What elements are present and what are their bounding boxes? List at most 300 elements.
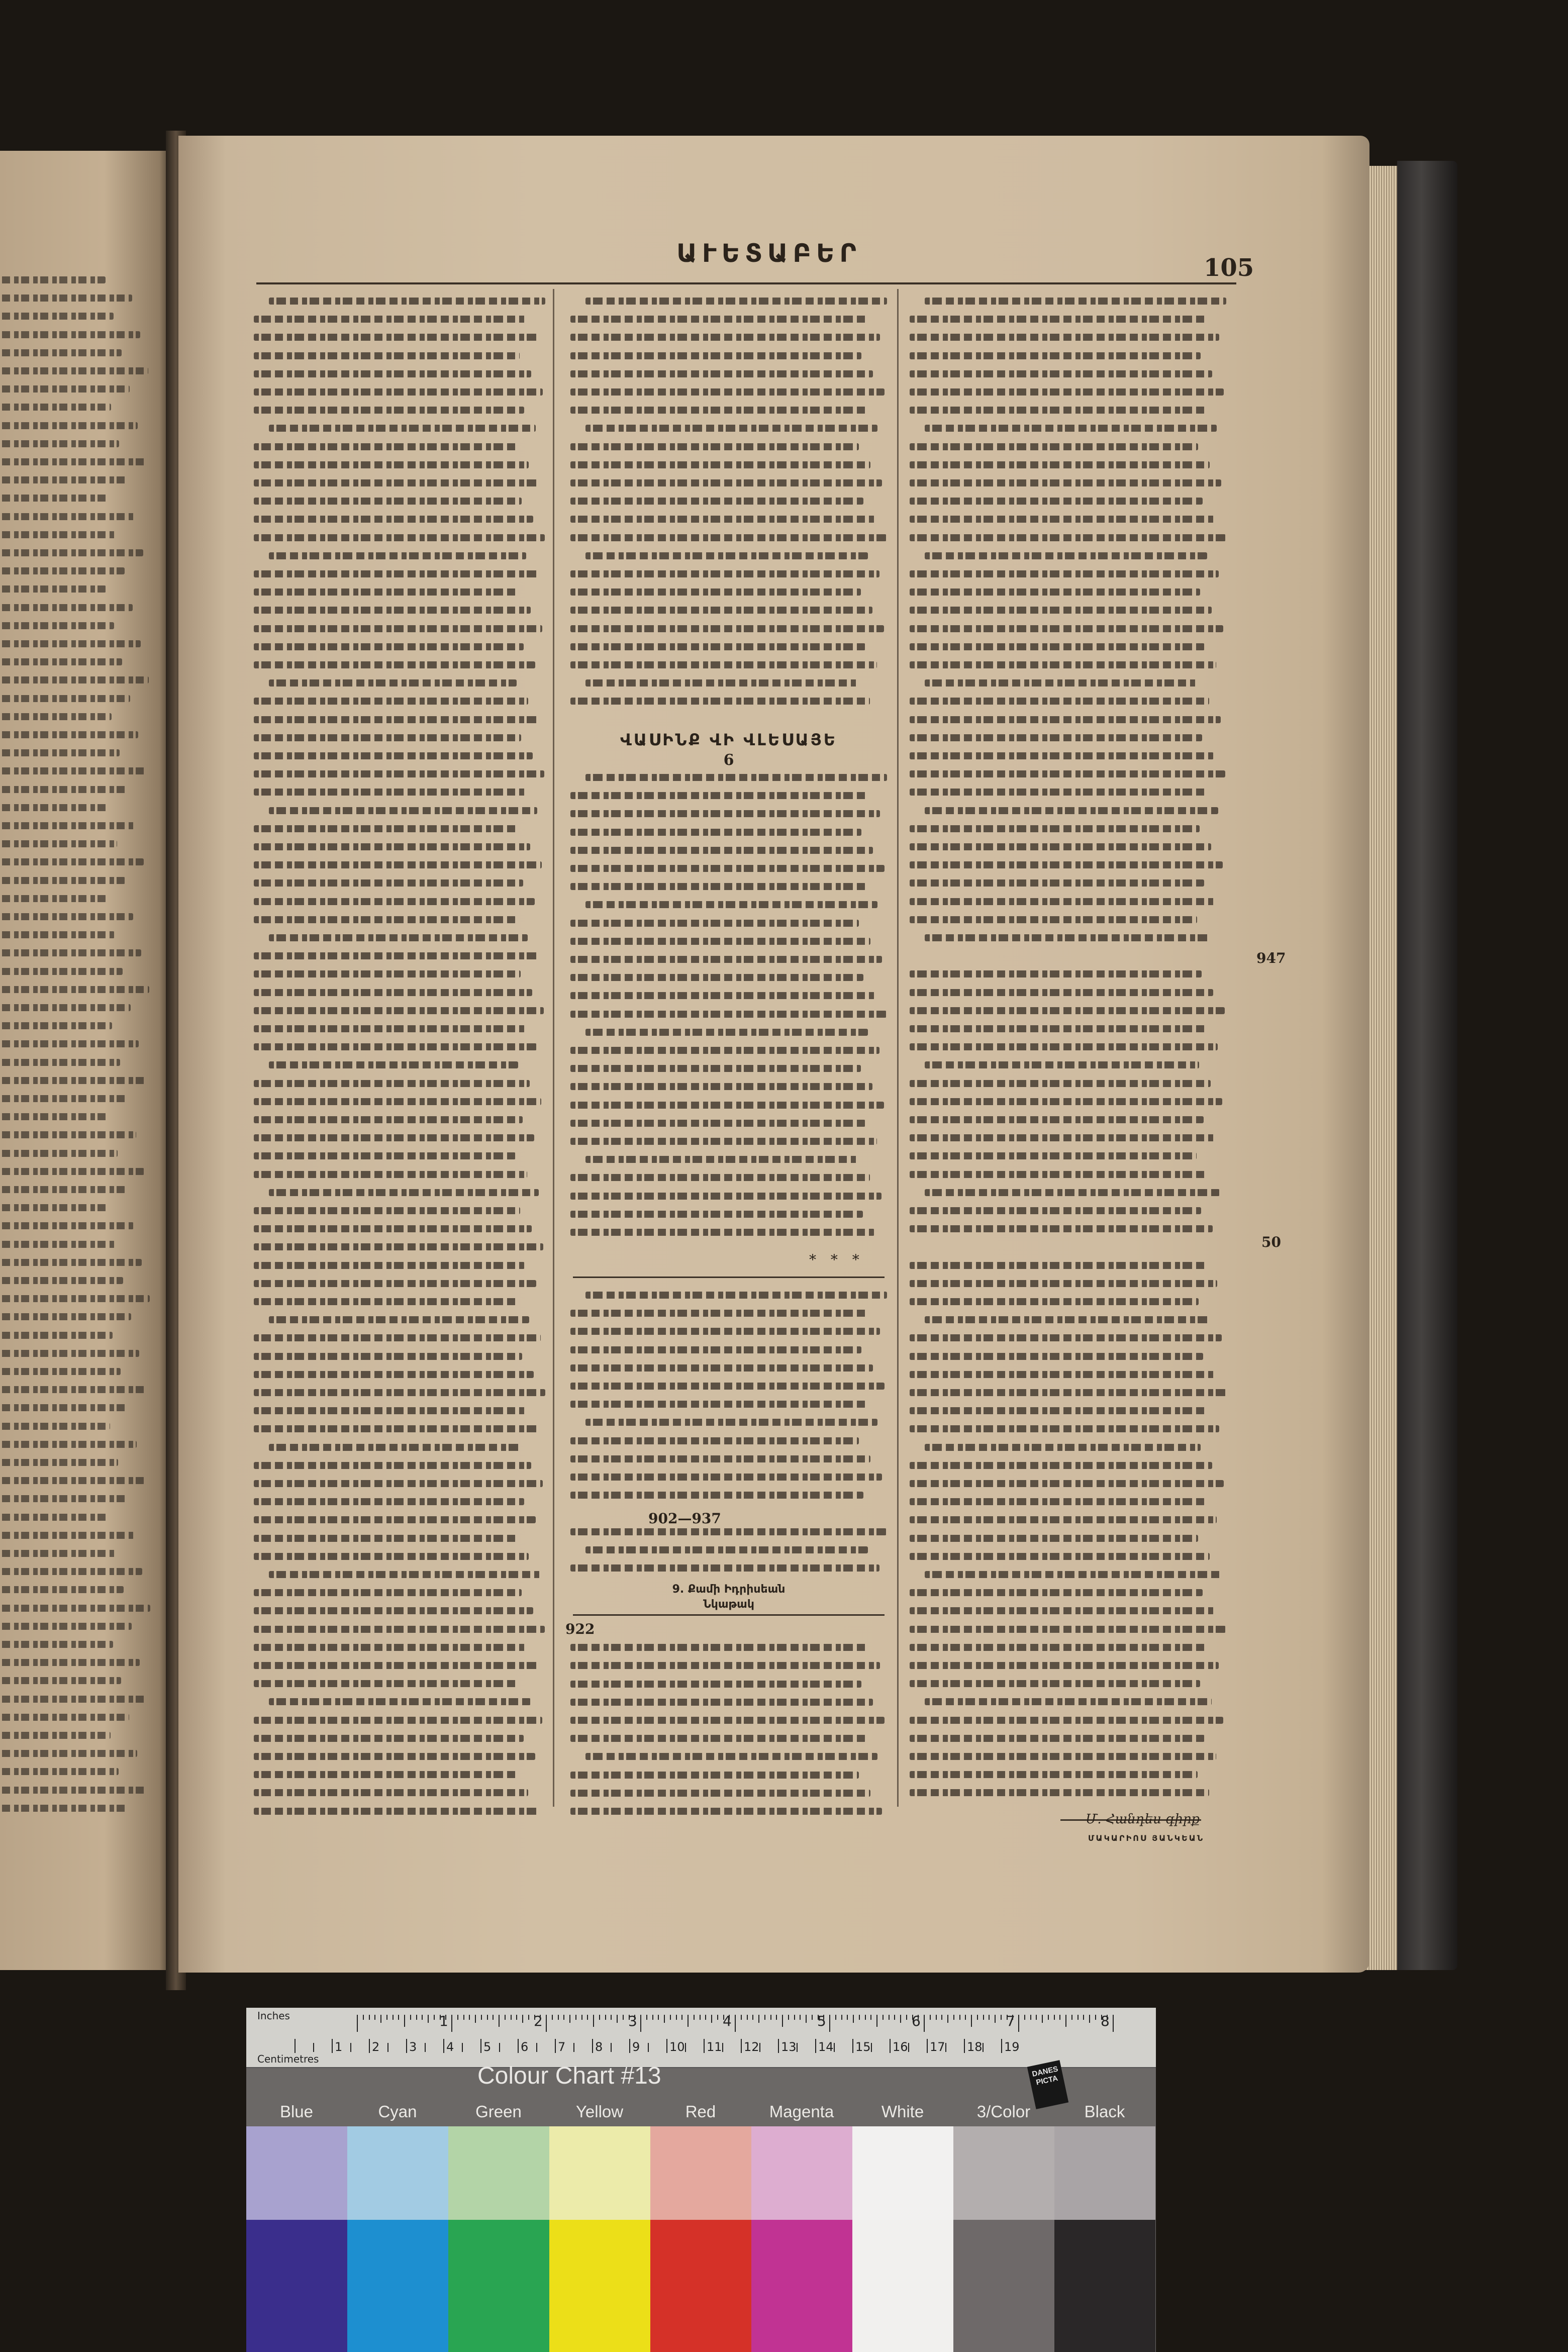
ruler-tick (555, 2039, 556, 2053)
text-line (585, 298, 887, 305)
text-line (0, 604, 133, 611)
ruler-tick (711, 2015, 712, 2023)
text-line (910, 1735, 1205, 1742)
text-line (910, 698, 1209, 705)
ruler-tick (1024, 2015, 1025, 2020)
ruler-cm-number: 14 (818, 2040, 834, 2054)
text-line (254, 1280, 536, 1287)
text-line (910, 570, 1219, 577)
ruler-cm-number: 3 (409, 2040, 417, 2054)
ruler-tick (995, 2015, 996, 2023)
text-line (925, 807, 1218, 814)
ruler-cm-number: 19 (1004, 2040, 1020, 2054)
text-line (570, 1364, 873, 1371)
text-line (570, 1681, 861, 1688)
text-line (910, 1498, 1205, 1505)
text-line (0, 1404, 129, 1411)
text-line (0, 1204, 107, 1211)
ruler-tick (764, 2015, 765, 2020)
ruler-tick (700, 2015, 701, 2020)
text-line (0, 367, 148, 374)
author-name: ՄԱԿԱՐԻՈՍ ՅԱՆԿԵԱՆ (1088, 1833, 1205, 1843)
text-line (254, 1116, 523, 1123)
text-line (910, 661, 1216, 668)
text-line (910, 1717, 1223, 1724)
text-line (0, 1241, 115, 1248)
text-line (254, 1262, 525, 1269)
text-line (570, 334, 880, 341)
signature: Մ. Հանդես գիրք (1086, 1812, 1200, 1827)
ruler-tick (782, 2015, 783, 2027)
text-line (254, 1334, 541, 1341)
text-line (910, 1080, 1211, 1087)
ruler-tick (646, 2015, 647, 2020)
text-line (570, 1346, 861, 1353)
text-line (254, 534, 545, 541)
text-line (0, 349, 122, 356)
ruler-inch-number: 4 (723, 2013, 732, 2029)
ruler-tick (462, 2043, 463, 2052)
ruler-tick (800, 2015, 801, 2020)
patch-label-blue: Blue (279, 2102, 314, 2121)
ruler-tick (398, 2015, 399, 2020)
text-line (910, 825, 1200, 832)
ruler-cm-number: 12 (744, 2040, 759, 2054)
ruler-tick (493, 2015, 494, 2020)
text-line (570, 1644, 868, 1651)
ruler-tick (722, 2043, 723, 2052)
text-line (585, 1546, 868, 1553)
text-line (254, 916, 516, 923)
colour-patch-light (751, 2126, 852, 2220)
ruler-tick (806, 2015, 807, 2023)
text-line (254, 1516, 536, 1523)
text-line (570, 847, 873, 854)
text-line (254, 1480, 543, 1487)
text-line (570, 1047, 879, 1054)
text-line (0, 1805, 127, 1812)
text-line (0, 331, 140, 338)
text-line (570, 938, 870, 945)
text-line (910, 498, 1203, 505)
colour-chart-title: Colour Chart #13 (477, 2063, 661, 2089)
text-line (269, 425, 536, 432)
ruler-tick (552, 2015, 553, 2020)
ruler-tick (422, 2015, 423, 2020)
text-line (570, 1310, 868, 1317)
ruler-tick (788, 2015, 789, 2020)
text-line (254, 1080, 530, 1087)
ruler-tick (815, 2039, 816, 2053)
ruler-tick (475, 2015, 476, 2023)
ruler-tick (350, 2043, 351, 2052)
text-line (570, 1772, 859, 1779)
text-line (570, 316, 868, 323)
ruler-tick (573, 2043, 574, 2052)
text-line (254, 1298, 518, 1305)
text-line (0, 840, 117, 847)
colour-patch-dark (246, 2220, 347, 2352)
text-line (0, 1386, 147, 1393)
text-line (254, 1553, 529, 1560)
colour-chart (246, 2008, 1156, 2352)
text-line (910, 1407, 1208, 1414)
sub-heading-line: Նկաթակ (703, 1598, 754, 1611)
text-line (269, 552, 526, 559)
text-line (0, 804, 109, 811)
text-line (910, 388, 1224, 396)
text-line (910, 370, 1212, 377)
text-line (910, 1025, 1206, 1032)
text-line (910, 625, 1223, 632)
ruler-tick (770, 2015, 771, 2020)
text-line (910, 1207, 1201, 1214)
ruler-tick (404, 2015, 405, 2027)
text-line (254, 589, 519, 596)
text-line (910, 479, 1221, 486)
text-line (269, 1571, 540, 1578)
ruler-tick (664, 2015, 665, 2023)
ruler-tick (758, 2015, 759, 2023)
ruler-cm-number: 18 (967, 2040, 983, 2054)
ruler-tick (853, 2015, 854, 2023)
text-line (254, 316, 527, 323)
text-line (570, 516, 875, 523)
ruler-tick (794, 2015, 795, 2020)
text-line (0, 913, 133, 920)
ruler-tick (623, 2015, 624, 2020)
ruler-tick (741, 2039, 742, 2053)
column-rule (553, 289, 554, 1807)
text-line (0, 1659, 140, 1666)
text-line (0, 1259, 142, 1266)
text-line (0, 440, 119, 447)
ruler-tick (611, 2015, 612, 2020)
ruler-tick (953, 2015, 954, 2020)
text-line (925, 934, 1209, 941)
text-line (925, 1061, 1199, 1068)
text-line (254, 1134, 534, 1141)
text-line (570, 1474, 882, 1481)
text-line (585, 679, 858, 687)
text-line (254, 516, 533, 523)
book-cover (1397, 161, 1457, 1970)
text-line (0, 313, 114, 320)
ruler-tick (1048, 2015, 1049, 2020)
text-line (0, 622, 114, 629)
ruler-tick (425, 2043, 426, 2052)
text-line (254, 1171, 527, 1178)
ruler-tick (593, 2015, 594, 2027)
text-line (585, 774, 887, 781)
text-line (925, 1698, 1212, 1705)
text-line (0, 1277, 123, 1284)
text-line (254, 1098, 541, 1105)
text-line (254, 625, 542, 632)
ruler-tick (681, 2015, 682, 2020)
text-line (254, 1243, 543, 1250)
text-line (910, 770, 1225, 777)
text-line (0, 1040, 139, 1047)
text-line (0, 1441, 137, 1448)
ruler-tick (487, 2015, 488, 2020)
text-line (254, 1771, 517, 1778)
colour-patch-dark (953, 2220, 1054, 2352)
text-line (585, 1292, 887, 1299)
text-line (0, 1677, 121, 1684)
text-line (910, 1334, 1222, 1341)
patch-label-magenta: Magenta (769, 2102, 834, 2121)
ruler (246, 2008, 1156, 2068)
text-line (0, 585, 106, 593)
text-line (254, 498, 522, 505)
text-line (910, 916, 1197, 923)
text-line (0, 1568, 142, 1575)
ruler-tick (852, 2039, 853, 2053)
text-line (910, 1043, 1218, 1050)
text-line (910, 589, 1200, 596)
text-line (0, 1004, 131, 1011)
ruler-tick (676, 2015, 677, 2020)
ruler-tick (930, 2015, 931, 2020)
ruler-tick (563, 2015, 564, 2020)
text-line (570, 1437, 859, 1444)
ruler-inch-number: 8 (1101, 2013, 1110, 2029)
text-line (254, 843, 530, 850)
text-line (910, 752, 1214, 759)
column-rule (897, 289, 899, 1807)
text-line (254, 607, 531, 614)
text-line (910, 1607, 1214, 1614)
text-line (910, 1425, 1219, 1432)
text-line (910, 1535, 1198, 1542)
ruler-tick (369, 2015, 370, 2020)
text-line (0, 986, 149, 993)
text-line (254, 407, 524, 414)
text-line (585, 1029, 868, 1036)
text-line (910, 407, 1205, 414)
ruler-tick (947, 2015, 948, 2023)
ruler-tick (587, 2015, 588, 2020)
text-line (254, 1607, 533, 1614)
text-line (0, 1332, 113, 1339)
text-line (254, 1407, 527, 1414)
ruler-tick (599, 2015, 600, 2020)
text-line (910, 1225, 1213, 1232)
ruler-tick (883, 2015, 884, 2020)
ruler-tick (558, 2015, 559, 2020)
text-line (570, 974, 863, 981)
colour-patch-dark (1054, 2220, 1155, 2352)
ruler-tick (666, 2039, 667, 2053)
text-line (0, 476, 127, 483)
running-head: ԱՒԵՏԱԲԵՐ (676, 239, 861, 268)
text-line (570, 352, 861, 359)
text-line (910, 1589, 1203, 1596)
ruler-cm-number: 2 (372, 2040, 380, 2054)
ruler-tick (685, 2043, 686, 2052)
ruler-tick (876, 2015, 877, 2027)
text-line (0, 513, 135, 520)
colour-patch-dark (852, 2220, 953, 2352)
text-line (910, 334, 1219, 341)
colour-patch-light (347, 2126, 448, 2220)
ruler-tick (1077, 2015, 1079, 2020)
text-line (254, 643, 524, 650)
ruler-inch-number: 3 (628, 2013, 637, 2029)
text-line (0, 1586, 124, 1593)
text-line (0, 1477, 145, 1484)
ruler-cm-number: 9 (632, 2040, 640, 2054)
ruler-tick (735, 2015, 736, 2032)
text-line (570, 865, 885, 872)
patch-label-green: Green (475, 2102, 522, 2121)
ruler-inch-number: 6 (912, 2013, 921, 2029)
ruler-tick (1054, 2015, 1055, 2020)
text-line (570, 1383, 885, 1390)
text-line (254, 861, 542, 868)
text-line (254, 1025, 525, 1032)
text-line (0, 1168, 144, 1175)
header-rule (256, 282, 1236, 284)
colour-patch-dark (448, 2220, 549, 2352)
text-line (910, 716, 1221, 723)
colour-patch-dark (650, 2220, 751, 2352)
text-line (0, 1131, 136, 1138)
ruler-tick (959, 2015, 960, 2020)
text-line (269, 679, 517, 687)
ruler-tick (363, 2015, 364, 2020)
ruler-tick (648, 2043, 649, 2052)
ruler-tick (1030, 2015, 1031, 2020)
ruler-cm-number: 16 (893, 2040, 908, 2054)
text-line (0, 1368, 121, 1375)
ruler-tick (451, 2015, 452, 2032)
ruler-tick (927, 2039, 928, 2053)
ruler-tick (847, 2015, 848, 2020)
ruler-tick (380, 2015, 381, 2023)
ruler-tick (778, 2039, 779, 2053)
text-line (910, 1662, 1219, 1669)
ruler-tick (536, 2043, 537, 2052)
ruler-tick (835, 2015, 836, 2020)
ruler-tick (908, 2043, 909, 2052)
text-line (0, 385, 130, 393)
colour-patch-light (549, 2126, 650, 2220)
ruler-tick (670, 2015, 671, 2020)
ruler-tick (443, 2039, 444, 2053)
text-line (570, 1492, 863, 1499)
text-line (254, 1662, 538, 1669)
ruler-cm-number: 11 (707, 2040, 722, 2054)
ruler-tick (717, 2015, 718, 2020)
ruler-tick (374, 2015, 375, 2020)
ruler-tick (983, 2043, 984, 2052)
text-line (254, 1808, 540, 1815)
text-line (570, 792, 868, 799)
ruler-tick (1042, 2015, 1043, 2023)
ruler-tick (964, 2039, 965, 2053)
text-line (910, 1371, 1215, 1378)
text-line (269, 298, 545, 305)
ruler-tick (499, 2015, 500, 2027)
text-line (0, 695, 130, 702)
text-line (254, 1371, 534, 1378)
ruler-tick (463, 2015, 464, 2020)
text-line (570, 643, 865, 650)
text-line (254, 898, 535, 905)
text-line (254, 570, 538, 577)
text-line (570, 992, 875, 999)
text-line (585, 901, 877, 908)
ruler-cm-number: 10 (669, 2040, 685, 2054)
text-line (925, 298, 1226, 305)
section-rule (573, 1614, 885, 1616)
ruler-tick (1059, 2015, 1060, 2020)
ruler-tick (889, 2015, 890, 2020)
ruler-tick (611, 2043, 612, 2052)
ruler-tick (924, 2015, 925, 2032)
ruler-tick (1018, 2015, 1019, 2032)
ruler-tick (332, 2039, 333, 2053)
text-line (570, 407, 866, 414)
text-line (0, 1514, 108, 1521)
text-line (0, 567, 125, 574)
text-line (254, 1789, 528, 1796)
ruler-tick (546, 2015, 547, 2032)
text-line (570, 883, 866, 890)
ruler-tick (871, 2043, 872, 2052)
ruler-tick (386, 2015, 387, 2020)
text-line (0, 658, 122, 665)
colour-patch-light (650, 2126, 751, 2220)
text-line (570, 625, 884, 632)
patch-label-cyan: Cyan (378, 2102, 417, 2121)
text-line (0, 858, 144, 865)
text-line (570, 1564, 879, 1572)
text-line (254, 370, 531, 377)
text-line (585, 1753, 877, 1760)
ruler-tick (499, 2043, 500, 2052)
text-line (0, 495, 109, 502)
text-line (269, 1061, 518, 1068)
ruler-tick (528, 2015, 529, 2020)
ruler-tick (516, 2015, 517, 2020)
text-line (254, 789, 526, 796)
text-line (0, 676, 149, 683)
ruler-tick (617, 2015, 618, 2023)
ruler-tick (393, 2015, 394, 2020)
ruler-tick (945, 2043, 946, 2052)
text-line (925, 1316, 1210, 1323)
text-line (0, 1313, 131, 1320)
text-line (570, 1120, 865, 1127)
patch-label-black: Black (1084, 2102, 1125, 2121)
text-line (254, 1207, 520, 1214)
text-line (0, 404, 111, 411)
text-line (0, 1150, 118, 1157)
text-line (570, 829, 861, 836)
text-line (0, 1222, 134, 1229)
ruler-tick (1089, 2015, 1090, 2023)
text-line (910, 534, 1226, 541)
patch-label-red: Red (685, 2102, 716, 2121)
ruler-tick (941, 2015, 942, 2020)
ruler-cm-number: 7 (558, 2040, 566, 2054)
year-number: 50 (1261, 1234, 1281, 1250)
text-line (910, 352, 1201, 359)
text-line (910, 1771, 1198, 1778)
